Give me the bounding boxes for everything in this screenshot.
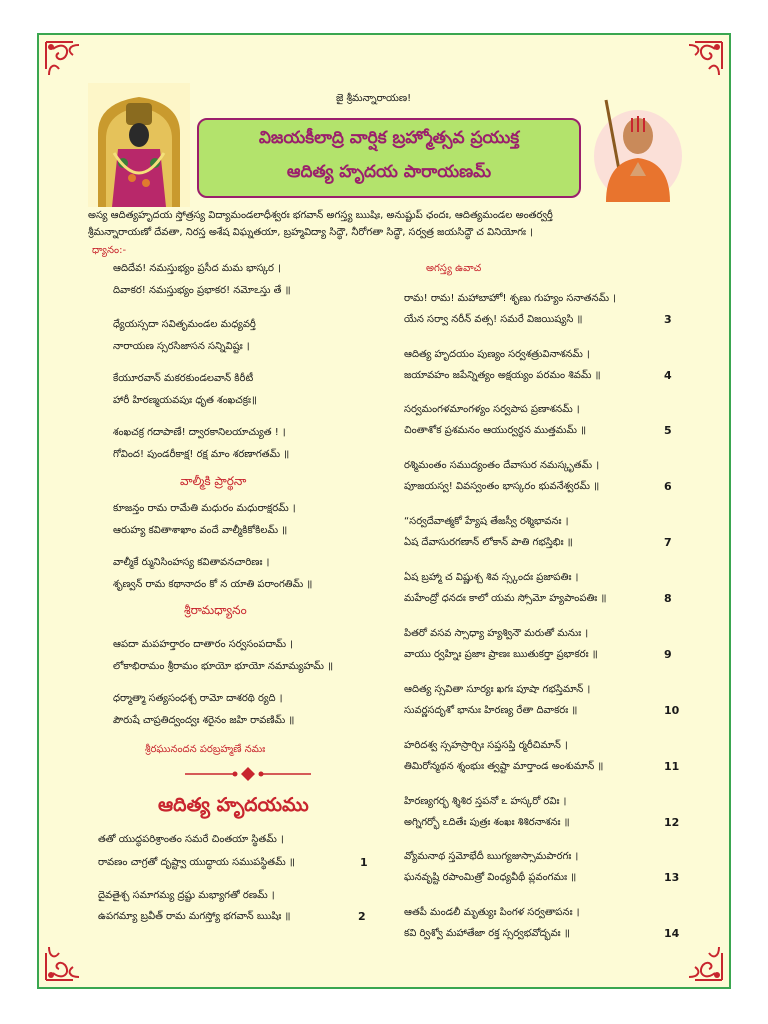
verse-line: ఘనవృష్టి రపాంమిత్రో వింధ్యవీథీ ప్లవంగమః ॥ — [404, 872, 577, 883]
verse-number: 10 — [664, 704, 680, 717]
verse-line: నారాయణ స్సరసిజాసన సన్నివిష్టః । — [113, 341, 250, 352]
verse-line: శంఖచక్ర గదాపాణే! ద్వారకానిలయాచ్యుత ! । — [113, 427, 286, 438]
verse-line: ఏష దేవాసురగణాన్ లోకాన్ పాతి గభస్తిభిః ॥ — [404, 537, 573, 548]
verse-number: 1 — [360, 856, 368, 869]
verse-line: వాయు ర్వహ్నిః ప్రజాః ప్రాణః ఋతుకర్తా ప్రభాకరః ॥ — [404, 649, 598, 660]
main-heading: ఆదిత్య హృదయము — [158, 794, 309, 816]
verse-number: 14 — [664, 927, 680, 940]
verse-number: 3 — [664, 313, 672, 326]
verse-line: యేన సర్వా నరీన్ వత్స! సమరే విజయిష్యసి ॥ — [404, 314, 583, 325]
verse-line: హిరణ్యగర్భ శ్శిశిర స్తపనో ఽ హస్కరో రవిః । — [404, 796, 567, 807]
title-banner — [197, 118, 581, 198]
verse-number: 12 — [664, 816, 680, 829]
title-line-1: విజయకీలాద్రి వార్షిక బ్రహ్మోత్సవ ప్రయుక్త — [258, 128, 520, 148]
rama-heading: శ్రీరామధ్యానం — [184, 603, 247, 617]
verse-line: హారీ హిరణ్మయవపుః ధృత శంఖచక్రః॥ — [113, 395, 257, 406]
deity-photo — [88, 83, 190, 207]
verse-line: “సర్వదేవాత్మకో హ్యేష తేజస్వీ రశ్మిభావనః । — [404, 516, 569, 527]
verse-line: జయావహం జపేన్నిత్యం అక్షయ్యం పరమం శివమ్ ॥ — [404, 370, 601, 381]
valmiki-heading: వాల్మీకి ప్రార్థనా — [180, 474, 247, 488]
verse-line: వాల్మీకే ర్మునిసింహస్య కవితావనచారిణః । — [113, 557, 270, 568]
verse-line: హరిదశ్వ స్సహస్రార్చిః సప్తసప్తి ర్మరీచిమాన్ । — [404, 740, 568, 751]
verse-line: ధ్యేయస్సదా సవితృమండల మధ్యవర్తీ — [113, 319, 256, 330]
verse-line: ఆదిత్య హృదయం పుణ్యం సర్వశత్రువినాశనమ్ । — [404, 349, 590, 360]
corner-ornament-icon — [683, 39, 725, 81]
verse-line: వ్యోమనాథ స్తమోభేదీ ఋగ్యజుస్సామపారగః । — [404, 851, 579, 862]
verse-line: ఆరుహ్య కవితాశాఖాం వందే వాల్మీకికోకిలమ్ ॥ — [113, 525, 288, 536]
verse-number: 8 — [664, 592, 672, 605]
verse-line: రశ్మిమంతం సముద్యంతం దేవాసుర నమస్కృతమ్ । — [404, 460, 600, 471]
verse-line: మహేంద్రో ధనదః కాలో యమ స్సోమో హ్యపాంపతిః ॥ — [404, 593, 607, 604]
verse-line: ఆపదా మపహర్తారం దాతారం సర్వసంపదామ్ । — [113, 639, 294, 650]
verse-line: ఏష బ్రహ్మా చ విష్ణుశ్చ శివ స్స్కందః ప్రజాపతిః । — [404, 572, 579, 583]
intro-line-2: శ్రీమన్నారాయణో దేవతా, నిరస్త అశేష విఘ్నతయా, బ్రహ్మవిద్యా సిద్ధౌ, నీరోగతా సిద్ధౌ, సర్వత్ర జయసిద్ధౌ చ వినియోగః । — [88, 227, 533, 238]
verse-line: తతో యుద్ధపరిశ్రాంతం సమరే చింతయా స్థితమ్ । — [98, 834, 284, 845]
verse-line: సర్వమంగళమాంగళ్యం సర్వపాప ప్రణాశనమ్ । — [404, 404, 580, 415]
verse-number: 11 — [664, 760, 680, 773]
verse-line: పౌరుషే చాప్రతిద్వంద్వః శరైనం జహి రావణిమ్ ॥ — [113, 715, 295, 726]
verse-number: 9 — [664, 648, 672, 661]
verse-line: రామ! రామ! మహాబాహో! శృణు గుహ్యం సనాతనమ్ । — [404, 293, 617, 304]
verse-line: ఆదిదేవ! నమస్తుభ్యం ప్రసీద మమ భాస్కర । — [113, 263, 281, 274]
verse-number: 7 — [664, 536, 672, 549]
corner-ornament-icon — [683, 941, 725, 983]
verse-number: 4 — [664, 369, 672, 382]
acharya-photo — [592, 96, 684, 202]
verse-line: సువర్ణసదృశో భానుః హిరణ్య రేతా దివాకరః ॥ — [404, 705, 578, 716]
verse-line: అగ్నిగర్భో ఽదితేః పుత్రః శంఖః శిశిరనాశనః ॥ — [404, 817, 570, 828]
verse-number: 2 — [358, 910, 366, 923]
verse-line: కూజన్తం రామ రామేతి మధురం మధురాక్షరమ్ । — [113, 503, 296, 514]
verse-line: రావణం చాగ్రతో దృష్ట్వా యుద్ధాయ సముపస్థితమ్ ॥ — [98, 857, 295, 868]
verse-line: కవి ర్విశ్వో మహాతేజా రక్త స్సర్వభవోద్భవః ॥ — [404, 928, 570, 939]
verse-line: శృణ్వన్ రామ కథానాదం కో న యాతి పరాంగతిమ్ ॥ — [113, 579, 313, 590]
intro-line-1: అస్య ఆదిత్యహృదయ స్తోత్రస్య విద్యామండలాధీశ్వరః భగవాన్ అగస్త్య ఋషిః, అనుష్టుప్ ఛందః, ఆదిత్యమండల అంతర్వర్తీ — [88, 210, 553, 221]
raghunandana-line: శ్రీరఘునందన పరబ్రహ్మణే నమః — [145, 744, 266, 755]
verse-line: లోకాభిరామం శ్రీరామం భూయో భూయో నమామ్యహమ్ ॥ — [113, 661, 334, 672]
agastya-label: అగస్త్య ఉవాచ — [426, 263, 482, 274]
verse-line: ధర్మాత్మా సత్యసంధశ్చ రామో దాశరథి ర్యది । — [113, 693, 283, 704]
dhyanam-label: ధ్యానం:- — [92, 245, 127, 256]
verse-line: ఆతపీ మండలీ మృత్యుః పింగళ సర్వతాపనః । — [404, 907, 580, 918]
verse-line: దివాకర! నమస్తుభ్యం ప్రభాకర! నమోఽస్తు తే ॥ — [113, 285, 291, 296]
verse-line: తిమిరోన్మథన శ్శంభుః త్వష్టా మార్తాండ అంశుమాన్ ॥ — [404, 761, 604, 772]
verse-line: కేయూరవాన్ మకరకుండలవాన్ కిరీటీ — [113, 373, 254, 384]
verse-line: పితరో వసవ స్సాధ్యా హ్యశ్వినౌ మరుతో మనుః । — [404, 628, 589, 639]
verse-line: పూజయస్వ! వివస్వంతం భాస్కరం భువనేశ్వరమ్ ॥ — [404, 481, 600, 492]
corner-ornament-icon — [43, 39, 85, 81]
verse-line: దైవతైశ్చ సమాగమ్య ద్రష్టు మభ్యాగతో రణమ్ । — [98, 890, 275, 901]
verse-number: 5 — [664, 424, 672, 437]
verse-line: చింతాశోక ప్రశమనం ఆయుర్వర్ధన ముత్తమమ్ ॥ — [404, 425, 587, 436]
corner-ornament-icon — [43, 941, 85, 983]
verse-number: 13 — [664, 871, 680, 884]
title-line-2: ఆదిత్య హృదయ పారాయణమ్ — [286, 162, 492, 182]
divider-ornament-icon — [183, 765, 313, 783]
verse-line: ఆదిత్య స్సవితా సూర్యః ఖగః పూషా గభస్తిమాన్ । — [404, 684, 591, 695]
verse-number: 6 — [664, 480, 672, 493]
verse-line: ఉపగమ్యా బ్రవీత్ రామ మగస్త్యో భగవాన్ ఋషిః ॥ — [98, 911, 291, 922]
verse-line: గోవింద! పుండరీకాక్ష! రక్ష మాం శరణాగతమ్ ॥ — [113, 449, 290, 460]
invocation-text: జై శ్రీమన్నారాయణ! — [336, 93, 412, 104]
